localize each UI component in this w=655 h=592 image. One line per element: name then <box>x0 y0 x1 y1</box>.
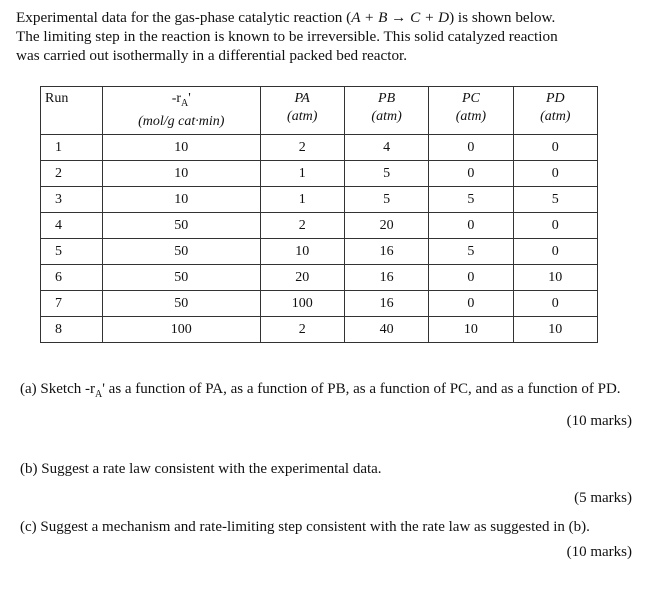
table-row: 6 50 20 16 0 10 <box>41 265 598 291</box>
table-row: 4 50 2 20 0 0 <box>41 213 598 239</box>
reaction-equation: A + B → C + D <box>351 9 450 26</box>
intro-line-3: was carried out isothermally in a differential packed bed reactor. <box>16 47 408 64</box>
question-c-text: (c) Suggest a mechanism and rate-limiting step consistent with the rate law as suggested in (b). <box>20 519 590 535</box>
intro-line-2: The limiting step in the reaction is known to be irreversible. This solid catalyzed reaction <box>16 28 558 45</box>
header-run: Run <box>41 87 103 135</box>
table-row: 7 50 100 16 0 0 <box>41 291 598 317</box>
header-rate: $-r_A'$ (mol/g cat·min) <box>102 87 260 135</box>
question-a-marks: (10 marks) <box>566 413 632 429</box>
question-b-marks: (5 marks) <box>574 490 632 506</box>
question-a <box>20 380 632 431</box>
header-pa: PA (atm) <box>260 87 344 135</box>
question-b-text: (b) Suggest a rate law consistent with the experimental data. <box>20 461 382 477</box>
problem-intro <box>16 8 638 65</box>
question-c-marks: (10 marks) <box>566 544 632 560</box>
table-header-row <box>41 87 598 135</box>
header-pd: PD (atm) <box>513 87 597 135</box>
table-row: 8 100 2 40 10 10 <box>41 317 598 343</box>
header-pb: PB (atm) <box>344 87 428 135</box>
intro-line-1: Experimental data for the gas-phase catalytic reaction (A + B → C + D) is shown below. <box>16 9 556 26</box>
experimental-data-table <box>40 86 598 343</box>
question-b <box>20 460 632 508</box>
table-row: 3 10 1 5 5 5 <box>41 187 598 213</box>
question-c <box>20 518 632 562</box>
table-row: 5 50 10 16 5 0 <box>41 239 598 265</box>
table-row: 2 10 1 5 0 0 <box>41 161 598 187</box>
question-a-text: (a) Sketch $-r_A'$ as a function of PA, as a function of PB, as a function of PC, and as a function of PD. <box>20 381 621 400</box>
table-row: 1 10 2 4 0 0 <box>41 135 598 161</box>
header-pc: PC (atm) <box>429 87 513 135</box>
